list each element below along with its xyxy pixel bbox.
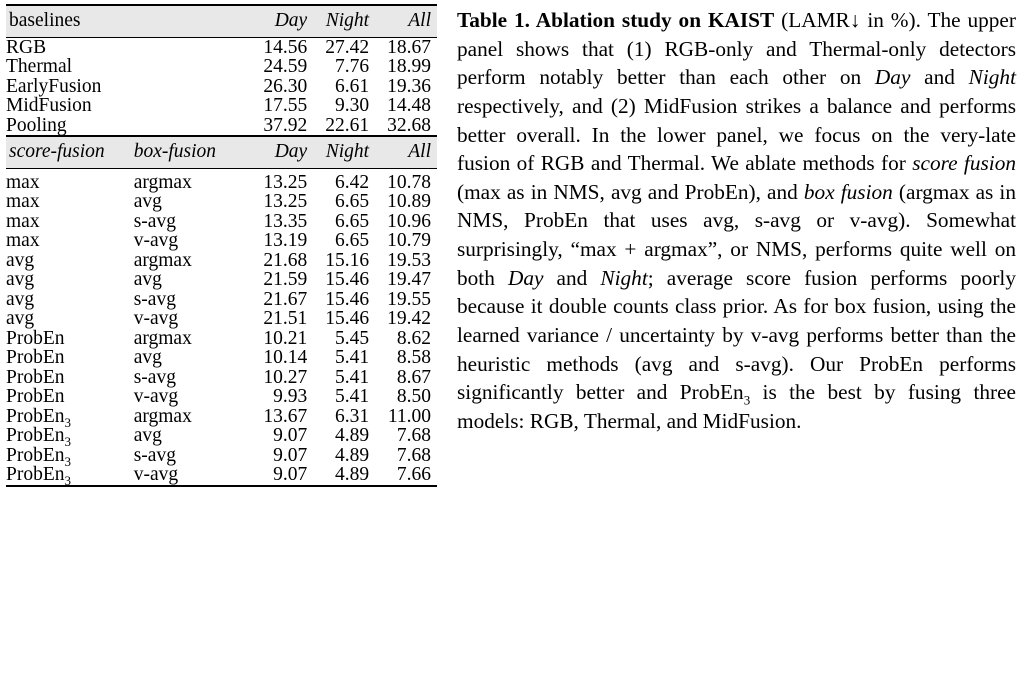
row-method: RGB bbox=[6, 37, 134, 57]
row-box-fusion: argmax bbox=[133, 249, 192, 271]
row-all: 8.50 bbox=[396, 386, 431, 407]
row-day: 13.35 bbox=[263, 210, 308, 232]
caption-body-3: and bbox=[910, 65, 969, 90]
row-day: 9.07 bbox=[273, 425, 308, 446]
caption-body-4: respectively, and (2) MidFusion strikes a balance and performs better overall. In the lower panel, we focus on the very-late fusion of RGB and Thermal. We ablate methods for bbox=[457, 93, 1016, 176]
row-day: 14.56 bbox=[251, 37, 313, 57]
caption-em-day: Day bbox=[874, 65, 911, 90]
row-score-fusion: max bbox=[6, 230, 40, 251]
row-score-fusion-subscript: 3 bbox=[64, 453, 71, 469]
row-blank bbox=[134, 96, 252, 116]
row-all: 7.68 bbox=[396, 425, 431, 446]
down-arrow-icon: ↓ bbox=[849, 8, 861, 32]
caption-em-box-fusion: box fusion bbox=[803, 179, 893, 204]
row-night: 4.89 bbox=[313, 465, 375, 486]
row-all: 8.67 bbox=[396, 366, 431, 388]
row-method: MidFusion bbox=[6, 95, 92, 116]
row-all: 18.67 bbox=[375, 37, 437, 57]
row-score-fusion: ProbEn bbox=[6, 327, 65, 349]
row-score-fusion-subscript: 3 bbox=[64, 433, 71, 449]
row-night: 6.65 bbox=[334, 191, 370, 212]
row-day: 26.30 bbox=[263, 75, 308, 97]
row-score-fusion: max bbox=[6, 171, 40, 193]
row-all: 8.62 bbox=[396, 327, 431, 349]
row-day: 21.51 bbox=[263, 308, 308, 329]
row-blank bbox=[134, 116, 252, 137]
row-all: 8.58 bbox=[396, 347, 431, 368]
row-day: 13.25 bbox=[263, 171, 308, 193]
row-day: 9.07 bbox=[273, 444, 308, 466]
row-night: 7.76 bbox=[334, 56, 370, 77]
row-day: 13.25 bbox=[263, 191, 308, 212]
table-row bbox=[6, 77, 437, 97]
row-score-fusion: max bbox=[6, 210, 40, 232]
row-score-fusion-label: ProbEn bbox=[6, 464, 65, 485]
row-box-fusion: v-avg bbox=[133, 230, 179, 251]
row-score-fusion: avg bbox=[6, 249, 35, 271]
row-all: 19.53 bbox=[387, 249, 431, 271]
upper-header-row bbox=[6, 5, 437, 37]
row-day: 37.92 bbox=[263, 114, 308, 136]
ablation-table-container bbox=[0, 0, 443, 681]
row-box-fusion: avg bbox=[133, 347, 162, 368]
row-night: 6.65 bbox=[334, 210, 370, 232]
table-row bbox=[6, 407, 437, 427]
caption-body-7: and bbox=[543, 265, 601, 290]
row-night: 6.31 bbox=[334, 405, 370, 427]
row-day: 10.21 bbox=[263, 327, 308, 349]
row-blank bbox=[134, 77, 252, 97]
table-row bbox=[6, 387, 437, 407]
row-box-fusion: v-avg bbox=[133, 386, 179, 407]
table-row bbox=[6, 212, 437, 232]
row-night: 5.45 bbox=[334, 327, 370, 349]
row-all: 10.78 bbox=[387, 171, 431, 193]
upper-header-day: Day bbox=[251, 5, 313, 37]
table-row bbox=[6, 37, 437, 57]
upper-header-blank bbox=[134, 5, 252, 37]
caption-label: Table 1. bbox=[457, 8, 530, 32]
row-night: 15.46 bbox=[325, 288, 370, 310]
upper-header-all: All bbox=[375, 5, 437, 37]
lower-header-box-fusion: box-fusion bbox=[134, 136, 252, 168]
table-row bbox=[6, 270, 437, 290]
table-row bbox=[6, 465, 437, 486]
table-row bbox=[6, 173, 437, 193]
row-day: 9.07 bbox=[251, 465, 313, 486]
row-box-fusion: avg bbox=[133, 269, 162, 290]
row-score-fusion bbox=[6, 405, 134, 430]
row-day: 10.14 bbox=[263, 347, 308, 368]
caption-em-night: Night bbox=[968, 65, 1016, 90]
row-all: 19.42 bbox=[387, 308, 431, 329]
row-box-fusion: s-avg bbox=[133, 444, 176, 466]
row-day: 13.19 bbox=[263, 230, 308, 251]
row-box-fusion: argmax bbox=[133, 327, 192, 349]
row-night: 15.46 bbox=[325, 269, 370, 290]
row-night: 5.41 bbox=[334, 347, 370, 368]
row-all: 11.00 bbox=[387, 405, 431, 427]
caption-title: Ablation study on KAIST bbox=[535, 8, 775, 32]
caption-subscript-3: 3 bbox=[743, 392, 751, 408]
row-score-fusion: ProbEn bbox=[6, 347, 65, 368]
row-all: 7.66 bbox=[375, 465, 437, 486]
row-all: 10.89 bbox=[387, 191, 431, 212]
table-row bbox=[6, 348, 437, 368]
row-box-fusion: s-avg bbox=[133, 288, 176, 310]
row-box-fusion: avg bbox=[133, 191, 162, 212]
lower-header-score-fusion: score-fusion bbox=[6, 136, 134, 168]
row-night: 15.46 bbox=[325, 308, 370, 329]
row-score-fusion: max bbox=[6, 191, 40, 212]
row-day: 13.67 bbox=[263, 405, 308, 427]
row-box-fusion: avg bbox=[133, 425, 162, 446]
row-day: 9.93 bbox=[273, 386, 308, 407]
row-all: 19.36 bbox=[387, 75, 431, 97]
table-row bbox=[6, 231, 437, 251]
table-row bbox=[6, 251, 437, 271]
lower-header-all: All bbox=[375, 136, 437, 168]
row-method: EarlyFusion bbox=[6, 75, 102, 97]
row-all: 32.68 bbox=[387, 114, 431, 136]
row-all: 7.68 bbox=[396, 444, 431, 466]
row-box-fusion: s-avg bbox=[133, 366, 176, 388]
row-box-fusion: argmax bbox=[133, 171, 192, 193]
row-method: Pooling bbox=[6, 114, 67, 136]
row-night: 4.89 bbox=[334, 444, 370, 466]
table-row bbox=[6, 309, 437, 329]
row-score-fusion bbox=[6, 425, 134, 449]
row-day: 21.68 bbox=[263, 249, 308, 271]
row-day: 10.27 bbox=[263, 366, 308, 388]
row-night: 22.61 bbox=[325, 114, 370, 136]
row-score-fusion-label: ProbEn bbox=[6, 444, 65, 466]
lower-header-night: Night bbox=[313, 136, 375, 168]
table-caption bbox=[457, 6, 1016, 436]
caption-em-night-2: Night bbox=[600, 265, 648, 290]
row-night: 6.65 bbox=[334, 230, 370, 251]
table-row bbox=[6, 96, 437, 116]
table-row bbox=[6, 446, 437, 466]
row-night: 5.41 bbox=[334, 366, 370, 388]
row-night: 6.61 bbox=[334, 75, 370, 97]
row-score-fusion: ProbEn bbox=[6, 386, 65, 407]
row-all: 19.55 bbox=[387, 288, 431, 310]
row-method: Thermal bbox=[6, 56, 73, 77]
upper-header-night: Night bbox=[313, 5, 375, 37]
row-night: 4.89 bbox=[334, 425, 370, 446]
lower-header-day: Day bbox=[251, 136, 313, 168]
row-score-fusion-subscript: 3 bbox=[64, 472, 71, 488]
row-score-fusion bbox=[6, 444, 134, 469]
row-box-fusion: v-avg bbox=[134, 465, 252, 486]
caption-body-6: (argmax as in NMS, ProbEn that uses avg, s-avg or v-avg). Somewhat surprisingly, “max + argmax”, or NMS, performs quite well on both bbox=[457, 179, 1016, 290]
table-body bbox=[6, 5, 437, 486]
row-all: 14.48 bbox=[387, 95, 431, 116]
caption-em-score-fusion: score fusion bbox=[912, 151, 1016, 176]
row-night: 9.30 bbox=[334, 95, 370, 116]
row-score-fusion: ProbEn bbox=[6, 366, 65, 388]
table-row bbox=[6, 192, 437, 212]
row-all: 18.99 bbox=[387, 56, 431, 77]
caption-body-8: ; average score fusion performs poorly because it double counts class prior. As for box fusion, using the learned variance / uncertainty by v-avg performs better than the heuristic methods (avg and s-avg). Our ProbEn performs significantly better and ProbEn bbox=[457, 265, 1017, 405]
row-score-fusion: avg bbox=[6, 308, 35, 329]
row-night: 5.41 bbox=[334, 386, 370, 407]
caption-em-day-2: Day bbox=[507, 265, 544, 290]
row-day: 24.59 bbox=[263, 56, 308, 77]
row-score-fusion: avg bbox=[6, 288, 35, 310]
row-day: 21.67 bbox=[263, 288, 308, 310]
ablation-table bbox=[6, 4, 437, 487]
table-row bbox=[6, 329, 437, 349]
row-box-fusion: argmax bbox=[133, 405, 192, 427]
table-row bbox=[6, 368, 437, 388]
row-score-fusion bbox=[6, 465, 134, 486]
row-night: 27.42 bbox=[313, 37, 375, 57]
upper-header-baselines: baselines bbox=[6, 5, 134, 37]
row-box-fusion: s-avg bbox=[133, 210, 176, 232]
row-day: 17.55 bbox=[263, 95, 308, 116]
table-row bbox=[6, 116, 437, 137]
caption-container bbox=[443, 0, 1024, 681]
row-all: 19.47 bbox=[387, 269, 431, 290]
caption-body-5: (max as in NMS, avg and ProbEn), and bbox=[457, 179, 804, 204]
row-score-fusion-label: ProbEn bbox=[6, 405, 65, 427]
row-blank bbox=[134, 37, 252, 57]
row-score-fusion-subscript: 3 bbox=[64, 414, 71, 430]
row-day: 21.59 bbox=[263, 269, 308, 290]
lower-header-row bbox=[6, 136, 437, 168]
row-night: 15.16 bbox=[325, 249, 370, 271]
caption-body-9: is the best by fusing three models: RGB, Thermal, and MidFusion. bbox=[457, 380, 1017, 433]
row-all: 10.96 bbox=[387, 210, 431, 232]
row-score-fusion: avg bbox=[6, 269, 35, 290]
row-box-fusion: v-avg bbox=[133, 308, 179, 329]
row-night: 6.42 bbox=[334, 171, 370, 193]
row-all: 10.79 bbox=[387, 230, 431, 251]
table-row bbox=[6, 57, 437, 77]
table-row bbox=[6, 426, 437, 446]
row-blank bbox=[134, 57, 252, 77]
table-row bbox=[6, 290, 437, 310]
row-score-fusion-label: ProbEn bbox=[6, 425, 65, 446]
caption-body-2: in %). The upper panel shows that (1) RGB-only and Thermal-only detectors perform notably better than each other on bbox=[457, 8, 1016, 90]
caption-body-1: (LAMR bbox=[774, 8, 850, 32]
